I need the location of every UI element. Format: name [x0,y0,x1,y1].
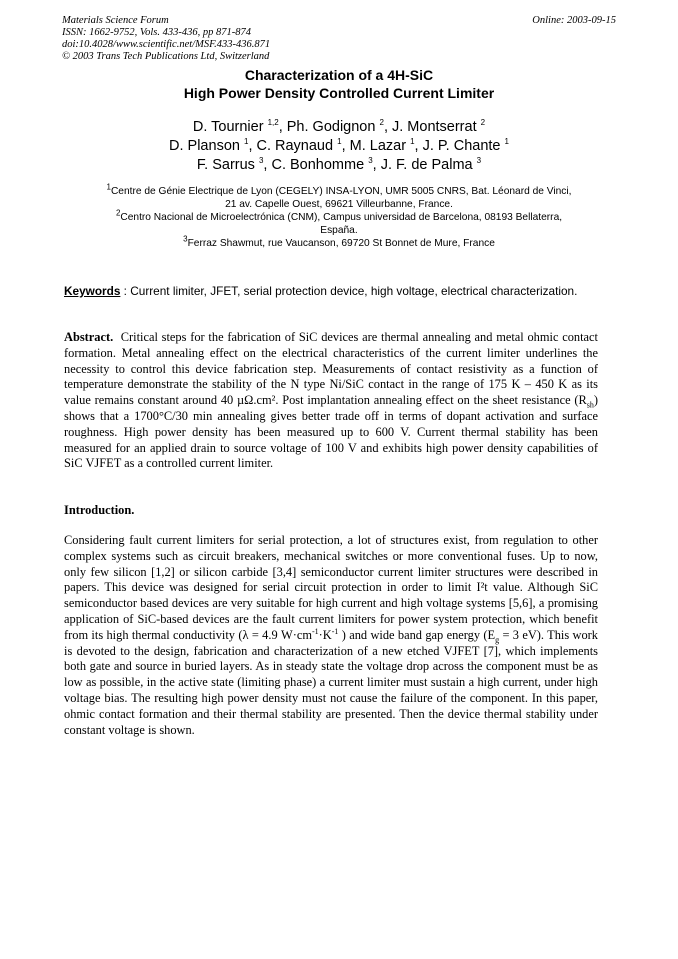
author: , C. Bonhomme [263,157,365,173]
author-affil-marker: 1,2 [267,118,279,128]
author: , J. Montserrat [383,119,477,135]
keywords-label: Keywords [64,284,121,298]
affiliation-text: Centro Nacional de Microelectrónica (CNM), Campus universidad de Barcelona, 08193 Bellaterra, [120,212,563,223]
intro-text: Considering fault current limiters for serial protection, a lot of structures exist, from regulation to other complex systems such as circuit breakers, mechanical switches or more conventional fuses. Up to now, only few silicon [1,2] or silicon carbide [3,4] semiconductor current limiter structures were described in papers. This device was designed for serial circuit protection in order to limit I²t value. Although SiC semiconductor based devices are very suitable for high current and high voltage systems [5,6], a promising application of SiC-based devices are the fault current limiters for power system protection, which benefit from its high thermal conductivity (λ = 4.9 W·cm [64,533,598,642]
title-line-1: Characterization of a 4H-SiC [244,67,434,83]
copyright-line: © 2003 Trans Tech Publications Ltd, Switzerland [62,51,270,62]
affiliation-number: 2 [115,208,121,218]
keywords-text: Current limiter, JFET, serial protection device, high voltage, electrical characterization. [130,284,578,298]
affiliation-1 [64,182,614,198]
author-affil-marker: 3 [476,156,482,166]
abstract-text: Critical steps for the fabrication of SiC devices are thermal annealing and metal ohmic contact formation. Metal annealing effect on the electrical characteristics of the current limiter underlines the necessity to control this device fabrication step. Measurements of contact resistivity as a function of temperature demonstrate the stability of the N type Ni/SiC contact in the range of 175 K – 450 K as its value remains constant around 40 µΩ.cm². Post implantation annealing effect on the sheet resistance (R [64,330,598,408]
author-affil-marker: 1 [337,137,342,147]
affiliations [64,182,614,250]
affiliation-2 [64,208,614,224]
author-line-2 [60,137,618,156]
author-affil-marker: 1 [243,137,249,147]
author-affil-marker: 1 [504,137,509,147]
paper-title [60,66,618,102]
affiliation-2-cont: España. [320,225,358,236]
affiliation-1-cont: 21 av. Capelle Ouest, 69621 Villeurbanne, France. [225,199,453,210]
author-line-1 [60,118,618,137]
abstract-paragraph [64,330,598,472]
author: , Ph. Godignon [278,119,376,135]
author-affil-marker: 3 [368,156,373,166]
affiliation-number: 3 [183,234,188,244]
author: , J. P. Chante [414,138,501,154]
title-line-2: High Power Density Controlled Current Limiter [183,85,495,101]
author-list [60,118,618,175]
author-line-3 [60,156,618,175]
keywords-paragraph [64,284,598,299]
abstract-subscript: sh [586,400,594,410]
affiliation-text: Ferraz Shawmut, rue Vaucanson, 69720 St Bonnet de Mure, France [187,238,495,249]
abstract-label: Abstract. [64,330,114,344]
author-affil-marker: 2 [480,118,486,128]
author: , M. Lazar [341,138,407,154]
author: F. Sarrus [196,157,255,173]
journal-name: Materials Science Forum [62,15,169,26]
introduction-paragraph [64,533,598,738]
intro-text: ·K [318,627,332,642]
introduction-heading: Introduction. [64,503,135,517]
intro-superscript: -1 [331,626,339,636]
author: , J. F. de Palma [372,157,473,173]
intro-text: ) and wide band gap energy (E [338,627,496,642]
author: D. Tournier [192,119,264,135]
online-date: Online: 2003-09-15 [532,15,616,26]
author-affil-marker: 2 [379,118,384,128]
author: D. Planson [169,138,240,154]
author-affil-marker: 3 [258,156,264,166]
affiliation-3 [64,234,614,250]
affiliation-text: Centre de Génie Electrique de Lyon (CEGELY) INSA-LYON, UMR 5005 CNRS, Bat. Léonard de Vinci, [110,186,572,197]
publication-header [62,15,270,63]
doi-line: doi:10.4028/www.scientific.net/MSF.433-436.871 [62,39,271,50]
author: , C. Raynaud [248,138,334,154]
intro-text: = 3 eV). This work is devoted to the design, fabrication and characterization of a new etched VJFET [7], which implements both gate and source in buried layers. As in steady state the voltage drop across the component must be as low as possible, in the active state (limiting phase) a current limiter must sustain a high current, under high voltage bias. The resulting high power density must not cause the failure of the component. In this paper, ohmic contact formation and their thermal stability are presented. Then the device thermal stability under constant voltage is shown. [64,627,598,737]
keywords-separator: : [120,284,131,298]
abstract-text-cont: ) shows that a 1700°C/30 min annealing gives better trade off in terms of dopant activation and surface roughness. High power density has been measured up to 600 V. Current thermal stability has been measured for an applied drain to source voltage of 100 V and exhibits high power density capabilities of SiC VJFET as a controlled current limiter. [64,393,598,471]
intro-subscript: g [495,635,500,645]
issn-line: ISSN: 1662-9752, Vols. 433-436, pp 871-874 [62,27,251,38]
affiliation-number: 1 [106,182,111,192]
author-affil-marker: 1 [410,137,415,147]
intro-superscript: -1 [311,626,319,636]
